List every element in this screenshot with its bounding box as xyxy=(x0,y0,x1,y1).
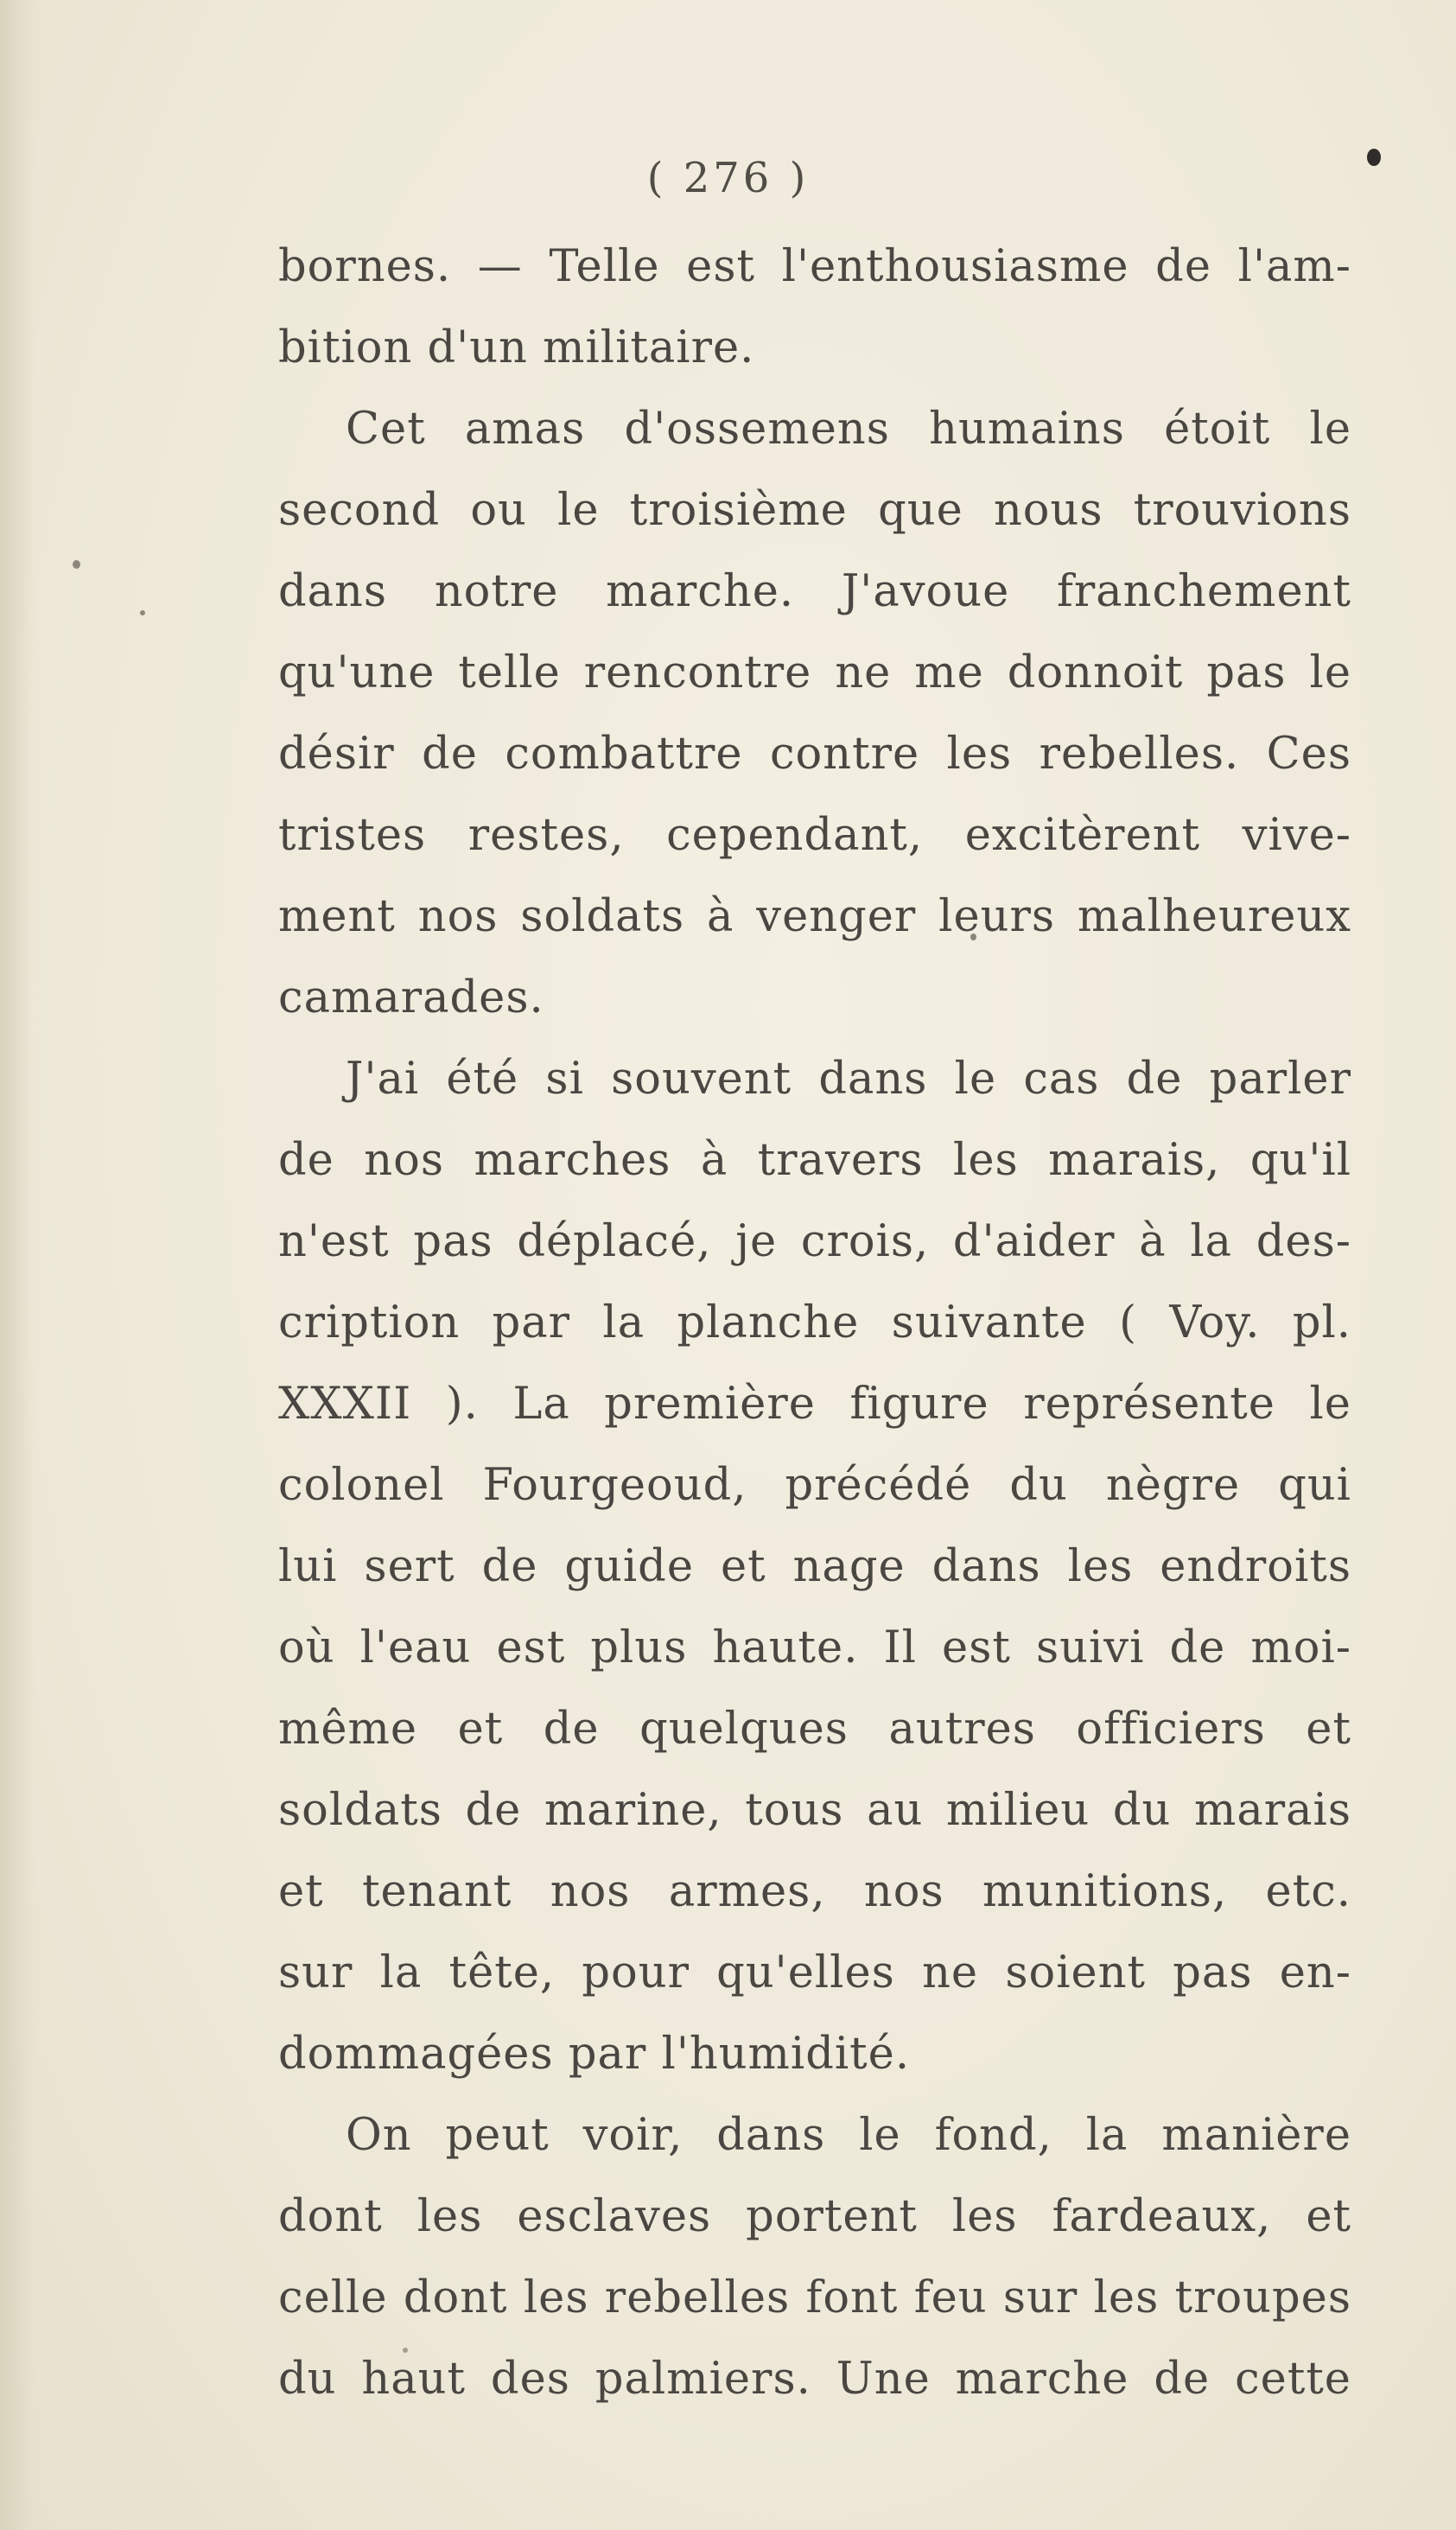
page-edge-shadow xyxy=(0,0,35,2530)
text-line: et tenant nos armes, nos munitions, etc. xyxy=(278,1866,1351,1917)
text-line: dommagées par l'humidité. xyxy=(278,2029,911,2080)
text-line: cription par la planche suivante ( Voy. pl. xyxy=(278,1297,1351,1348)
text-line: tristes restes, cependant, excitèrent vive- xyxy=(278,810,1351,861)
text-line: du haut des palmiers. Une marche de cette xyxy=(278,2354,1351,2405)
text-line: J'ai été si souvent dans le cas de parler xyxy=(346,1054,1351,1105)
text-line: lui sert de guide et nage dans les endroits xyxy=(278,1541,1351,1592)
ink-spot xyxy=(1367,149,1381,166)
text-line: même et de quelques autres officiers et xyxy=(278,1704,1351,1755)
text-line: bornes. — Telle est l'enthousiasme de l'am- xyxy=(278,241,1351,292)
text-line: second ou le troisième que nous trouvions xyxy=(278,485,1351,536)
text-line: camarades. xyxy=(278,972,544,1023)
text-line: n'est pas déplacé, je crois, d'aider à la des- xyxy=(278,1216,1351,1267)
text-line: Cet amas d'ossemens humains étoit le xyxy=(346,404,1351,455)
text-line: ment nos soldats à venger leurs malheureux xyxy=(278,891,1351,942)
text-line: celle dont les rebelles font feu sur les troupes xyxy=(278,2272,1351,2323)
text-line: dont les esclaves portent les fardeaux, et xyxy=(278,2191,1351,2242)
text-line: désir de combattre contre les rebelles. Ces xyxy=(278,729,1351,780)
text-line: colonel Fourgeoud, précédé du nègre qui xyxy=(278,1460,1351,1511)
text-line: bition d'un militaire. xyxy=(278,322,755,373)
text-line: où l'eau est plus haute. Il est suivi de moi- xyxy=(278,1622,1351,1673)
ink-spot xyxy=(73,560,80,569)
body-text xyxy=(278,226,1351,2420)
ink-spot xyxy=(140,610,145,615)
text-line: qu'une telle rencontre ne me donnoit pas le xyxy=(278,647,1351,698)
text-line: de nos marches à travers les marais, qu'il xyxy=(278,1135,1351,1186)
text-line: XXXII ). La première figure représente le xyxy=(278,1379,1351,1430)
text-line: dans notre marche. J'avoue franchement xyxy=(278,566,1351,617)
page-number: ( 276 ) xyxy=(646,154,810,202)
text-line: sur la tête, pour qu'elles ne soient pas en- xyxy=(278,1947,1351,1998)
text-line: soldats de marine, tous au milieu du marais xyxy=(278,1785,1351,1836)
text-line: On peut voir, dans le fond, la manière xyxy=(346,2110,1351,2161)
